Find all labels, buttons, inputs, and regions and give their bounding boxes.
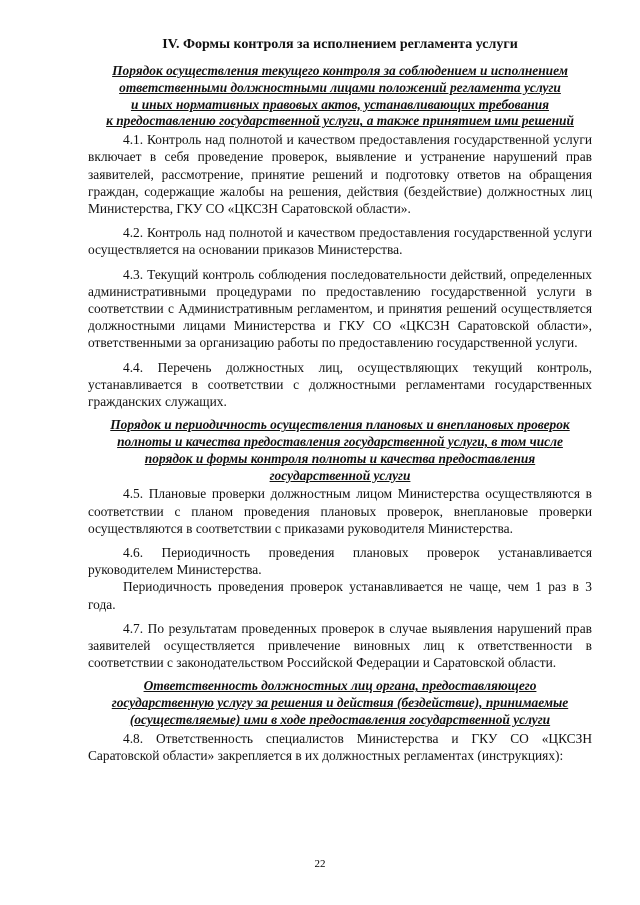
subheading-responsibility xyxy=(88,678,592,728)
subheading-line: (осуществляемые) ими в ходе предоставления государственной услуги xyxy=(129,712,551,728)
paragraph-4-7: 4.7. По результатам проведенных проверок в случае выявления нарушений прав заявителей осуществляется привлечение виновных лиц к ответственности в соответствии с законодательством Российской Федерации и Саратовской области. xyxy=(88,620,592,671)
paragraph-4-3: 4.3. Текущий контроль соблюдения последовательности действий, определенных административными процедурами по предоставлению государственной услуги в соответствии с Административным регламентом, и принятия решений осуществляется должностными лицами Министерства и ГКУ СО «ЦКСЗН Саратовской области», ответственными за организацию работы по предоставлению государственной услуги. xyxy=(88,266,592,351)
subheading-line: Порядок осуществления текущего контроля за соблюдением и исполнением xyxy=(112,63,568,78)
paragraph-4-4: 4.4. Перечень должностных лиц, осуществляющих текущий контроль, устанавливается в соответствии с должностными регламентами государственных гражданских служащих. xyxy=(88,359,592,410)
paragraph-4-6-periodicity: Периодичность проведения проверок устанавливается не чаще, чем 1 раз в 3 года. xyxy=(88,579,592,612)
paragraph-4-2: 4.2. Контроль над полнотой и качеством предоставления государственной услуги осуществляется на основании приказов Министерства. xyxy=(88,225,592,258)
subheading-line: полноты и качества предоставления государственной услуги, в том числе xyxy=(117,434,563,450)
subheading-line: порядок и формы контроля полноты и качества предоставления xyxy=(144,450,536,466)
subheading-line: Ответственность должностных лиц органа, предоставляющего xyxy=(143,678,537,694)
page-number: 22 xyxy=(314,858,326,870)
paragraph-4-5: 4.5. Плановые проверки должностным лицом Министерства осуществляются в соответствии с планом проведения плановых проверок, внеплановые проверки осуществляются в соответствии с приказами руководителя Министерства. xyxy=(88,486,592,536)
subheading-current-control xyxy=(88,63,592,130)
subheading-line: государственной услуги xyxy=(269,467,411,483)
subheading-line: ответственными должностными лицами положений регламента услуги xyxy=(119,79,561,95)
subheading-line: к предоставлению государственной услуги, а также принятием ими решений xyxy=(106,113,574,129)
paragraph-4-6: 4.6. Периодичность проведения плановых проверок устанавливается руководителем Министерства. xyxy=(88,545,592,578)
section-title: IV. Формы контроля за исполнением регламента услуги xyxy=(162,37,518,52)
paragraph-4-8: 4.8. Ответственность специалистов Министерства и ГКУ СО «ЦКСЗН Саратовской области» закрепляется в их должностных регламентах (инструкциях): xyxy=(88,730,592,764)
subheading-line: Порядок и периодичность осуществления плановых и внеплановых проверок xyxy=(110,417,570,433)
subheading-inspections xyxy=(88,417,592,484)
subheading-line: государственную услугу за решения и действия (бездействие), принимаемые xyxy=(111,695,569,711)
subheading-line: и иных нормативных правовых актов, устанавливающих требования xyxy=(130,96,550,112)
paragraph-4-1: 4.1. Контроль над полнотой и качеством предоставления государственной услуги включает в себя проведение проверок, выявление и устранение нарушений прав заявителей, рассмотрение, принятие решений и подготовку ответов на обращения граждан, содержащие жалобы на решения, действия (бездействие) должностных лиц Министерства, ГКУ СО «ЦКСЗН Саратовской области». xyxy=(88,132,592,216)
